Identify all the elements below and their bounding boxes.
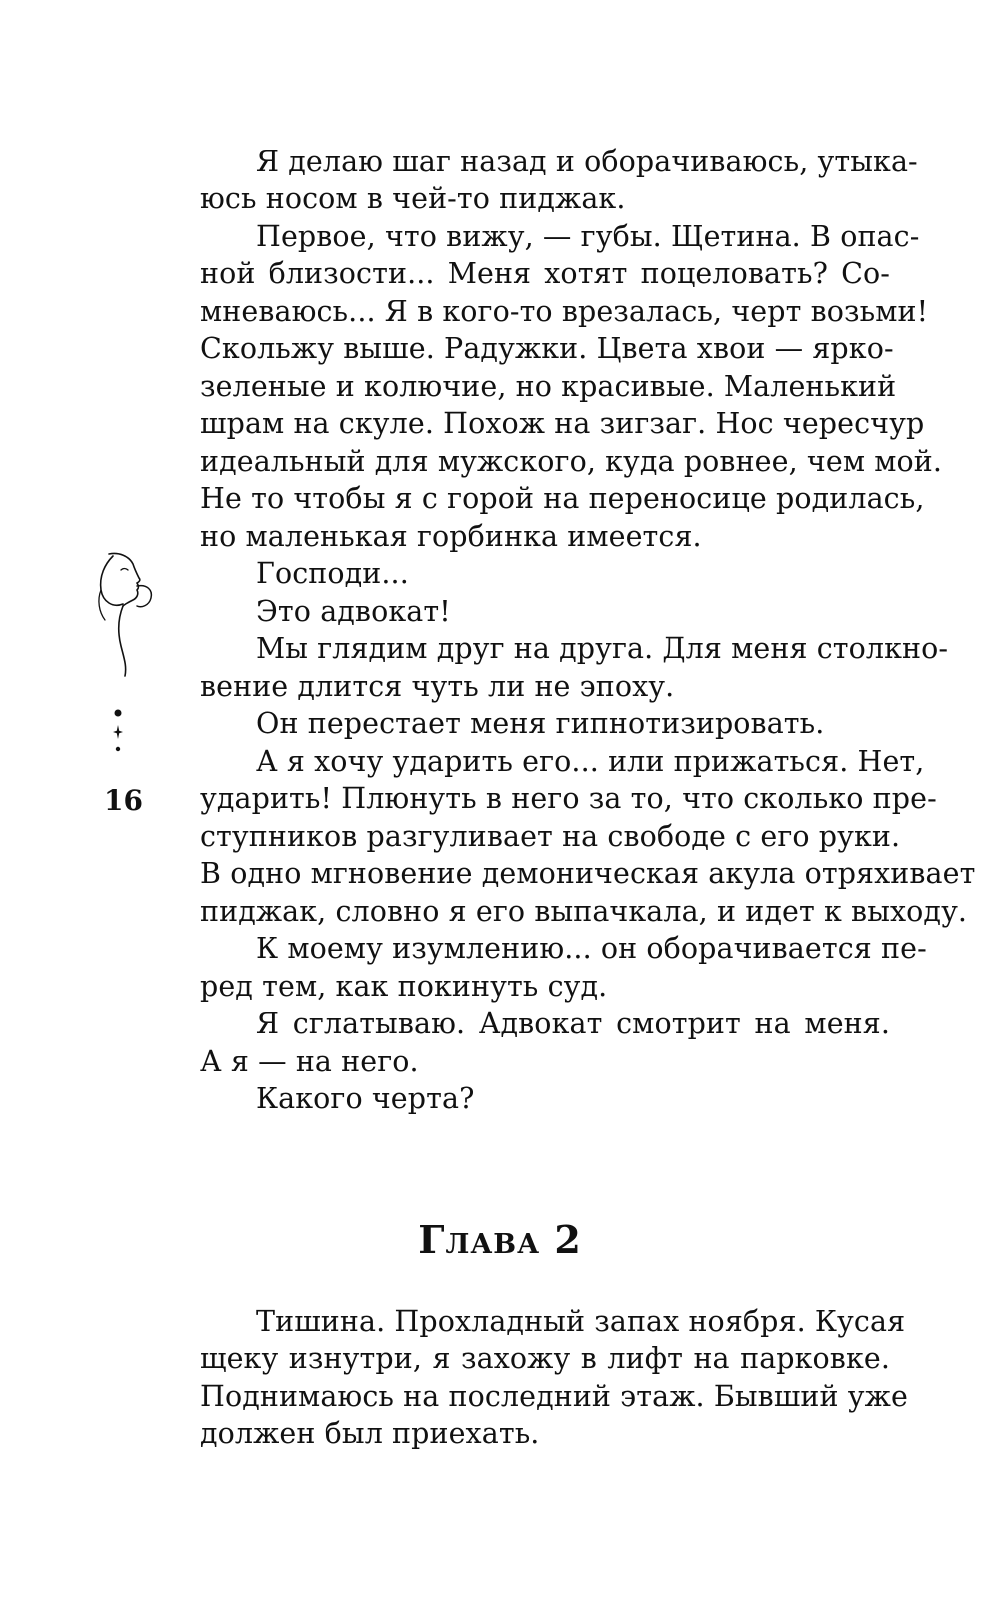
- text-line: шрам на скуле. Похож на зигзаг. Нос чересчур: [200, 407, 925, 440]
- face-profile-line-art-icon: [95, 550, 165, 680]
- text-line: Первое, что вижу, — губы. Щетина. В опас-: [256, 220, 920, 253]
- text-line: идеальный для мужского, куда ровнее, чем мой.: [200, 445, 943, 478]
- text-line: Я сглатываю. Адвокат смотрит на меня.: [256, 1007, 890, 1040]
- text-line: Поднимаюсь на последний этаж. Бывший уже: [200, 1380, 908, 1413]
- text-line: Он перестает меня гипнотизировать.: [256, 707, 825, 740]
- text-line: щеку изнутри, я захожу в лифт на парковке.: [200, 1342, 890, 1375]
- text-line: зеленые и колючие, но красивые. Маленький: [200, 370, 897, 403]
- text-line: Это адвокат!: [256, 595, 451, 628]
- chapter-title: Глава 2: [418, 1217, 582, 1262]
- text-line: Мы глядим друг на друга. Для меня столкно-: [256, 632, 949, 665]
- text-line: А я хочу ударить его... или прижаться. Нет,: [256, 745, 925, 778]
- text-line: юсь носом в чей-то пиджак.: [200, 182, 626, 215]
- text-line: А я — на него.: [200, 1045, 419, 1078]
- page-number: 16: [104, 784, 143, 817]
- text-line: ред тем, как покинуть суд.: [200, 970, 608, 1003]
- text-line: должен был приехать.: [200, 1417, 540, 1450]
- text-line: но маленькая горбинка имеется.: [200, 520, 702, 553]
- text-line: ной близости... Меня хотят поцеловать? Со-: [200, 257, 890, 290]
- dot-star-dot-icon: [110, 708, 126, 758]
- text-line: Какого черта?: [256, 1082, 475, 1115]
- text-line: вение длится чуть ли не эпоху.: [200, 670, 675, 703]
- text-line: ступников разгуливает на свободе с его руки.: [200, 820, 901, 853]
- text-line: В одно мгновение демоническая акула отряхивает: [200, 857, 976, 890]
- text-line: К моему изумлению... он оборачивается пе-: [256, 932, 927, 965]
- text-line: пиджак, словно я его выпачкала, и идет к выходу.: [200, 895, 968, 928]
- text-line: Не то чтобы я с горой на переносице родилась,: [200, 482, 925, 515]
- text-line: Скольжу выше. Радужки. Цвета хвои — ярко-: [200, 332, 894, 365]
- text-line: Тишина. Прохладный запах ноября. Кусая: [256, 1305, 906, 1338]
- text-line: Я делаю шаг назад и оборачиваюсь, утыка-: [256, 145, 918, 178]
- text-line: ударить! Плюнуть в него за то, что сколько пре-: [200, 782, 937, 815]
- text-line: Господи...: [256, 557, 409, 590]
- text-line: мневаюсь... Я в кого-то врезалась, черт возьми!: [200, 295, 929, 328]
- chapter-heading: [0, 1215, 1000, 1265]
